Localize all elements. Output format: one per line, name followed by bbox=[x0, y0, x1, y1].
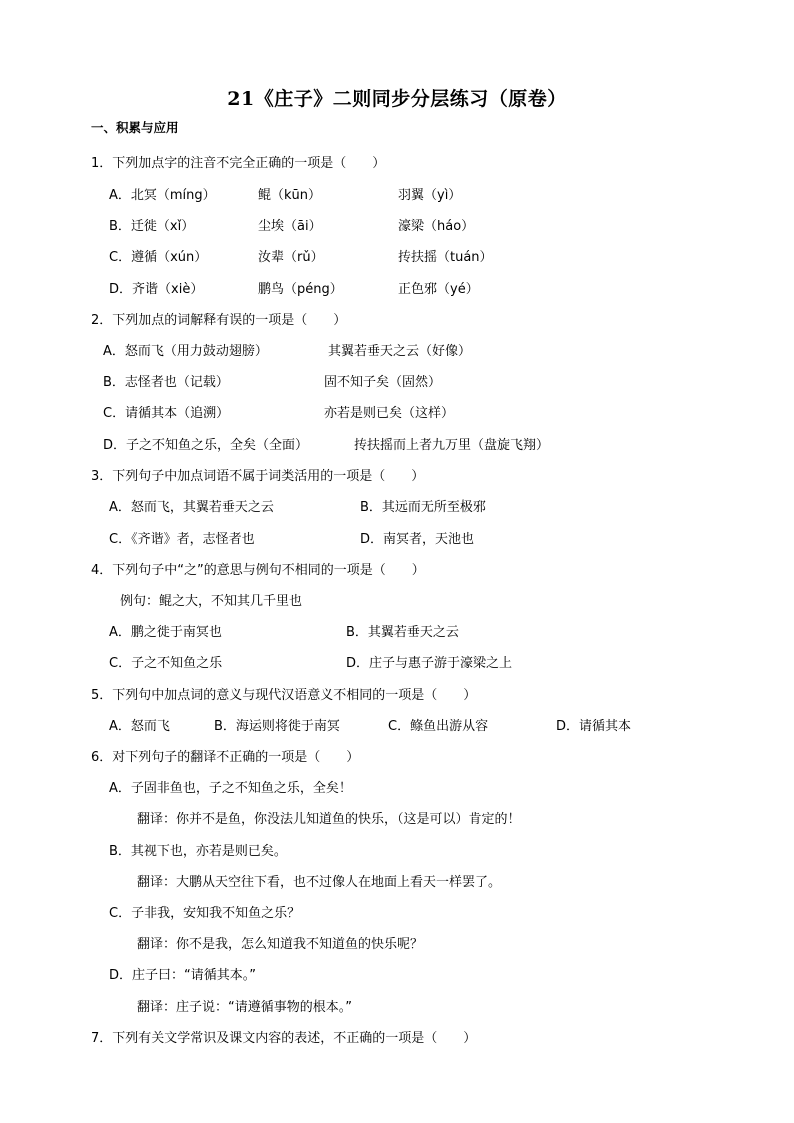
q1-option-c: C．遵循（xún） bbox=[109, 250, 208, 265]
q6-option-d: D．庄子曰：“请循其本。” bbox=[109, 968, 256, 983]
question-4-stem: 4．下列句子中“之”的意思与例句不相同的一项是（ ） bbox=[91, 563, 425, 578]
question-6-stem: 6．对下列句子的翻译不正确的一项是（ ） bbox=[91, 750, 360, 765]
q6-option-a-translation: 翻译：你并不是鱼，你没法儿知道鱼的快乐，（这是可以）肯定的！ bbox=[137, 812, 521, 827]
q2-option-b: B．志怪者也（记载） bbox=[103, 375, 229, 390]
q5-option-c: C．鲦鱼出游从容 bbox=[388, 719, 489, 734]
q6-option-d-translation: 翻译：庄子说：“请遵循事物的根本。” bbox=[137, 1000, 352, 1015]
q4-option-c: C．子之不知鱼之乐 bbox=[109, 656, 223, 671]
q4-option-b: B．其翼若垂天之云 bbox=[346, 625, 459, 640]
q2-option-c-2: 亦若是则已矣（这样） bbox=[324, 406, 455, 421]
question-2-stem: 2．下列加点的词解释有误的一项是（ ） bbox=[91, 313, 347, 328]
question-1-stem: 1．下列加点字的注音不完全正确的一项是（ ） bbox=[91, 156, 386, 171]
q3-option-b: B．其远而无所至极邪 bbox=[360, 500, 486, 515]
q6-option-c: C．子非我，安知我不知鱼之乐？ bbox=[109, 906, 301, 921]
q1-option-d-3: 正色邪（yé） bbox=[398, 282, 479, 297]
q1-option-c-2: 汝辈（rǔ） bbox=[258, 250, 324, 265]
q1-option-b-2: 尘埃（āi） bbox=[258, 219, 322, 234]
q1-option-d: D．齐谐（xiè） bbox=[109, 282, 204, 297]
q4-example: 例句：鲲之大，不知其几千里也 bbox=[120, 594, 303, 609]
question-7-stem: 7．下列有关文学常识及课文内容的表述，不正确的一项是（ ） bbox=[91, 1031, 477, 1046]
q1-option-b: B．迁徙（xǐ） bbox=[109, 219, 195, 234]
q1-option-a: A．北冥（míng） bbox=[109, 188, 216, 203]
q6-option-a: A．子固非鱼也，子之不知鱼之乐，全矣！ bbox=[109, 781, 352, 796]
q1-option-a-2: 鲲（kūn） bbox=[258, 188, 322, 203]
page-title: 21《庄子》二则同步分层练习（原卷） bbox=[227, 88, 567, 110]
q3-option-d: D．南冥者，天池也 bbox=[360, 532, 475, 547]
q5-option-b: B．海运则将徙于南冥 bbox=[214, 719, 340, 734]
question-5-stem: 5．下列句中加点词的意义与现代汉语意义不相同的一项是（ ） bbox=[91, 688, 477, 703]
q2-option-d-2: 抟扶摇而上者九万里（盘旋飞翔） bbox=[354, 438, 550, 453]
q1-option-b-3: 濠梁（háo） bbox=[398, 219, 475, 234]
q6-option-b-translation: 翻译：大鹏从天空往下看，也不过像人在地面上看天一样罢了。 bbox=[137, 875, 502, 890]
question-3-stem: 3．下列句子中加点词语不属于词类活用的一项是（ ） bbox=[91, 469, 425, 484]
q1-option-a-3: 羽翼（yì） bbox=[398, 188, 462, 203]
q2-option-a-2: 其翼若垂天之云（好像） bbox=[328, 344, 472, 359]
q3-option-a: A．怒而飞，其翼若垂天之云 bbox=[109, 500, 274, 515]
q5-option-a: A．怒而飞 bbox=[109, 719, 170, 734]
q1-option-d-2: 鹏鸟（péng） bbox=[258, 282, 343, 297]
q3-option-c: C．《齐谐》者，志怪者也 bbox=[109, 532, 255, 547]
q2-option-c: C．请循其本（追溯） bbox=[103, 406, 230, 421]
section-heading: 一、积累与应用 bbox=[91, 120, 179, 135]
q2-option-d: D．子之不知鱼之乐，全矣（全面） bbox=[103, 438, 309, 453]
q2-option-a: A．怒而飞（用力鼓动翅膀） bbox=[103, 344, 268, 359]
q4-option-d: D．庄子与惠子游于濠梁之上 bbox=[346, 656, 513, 671]
q4-option-a: A．鹏之徙于南冥也 bbox=[109, 625, 222, 640]
q6-option-b: B．其视下也，亦若是则已矣。 bbox=[109, 844, 287, 859]
q2-option-b-2: 固不知子矣（固然） bbox=[324, 375, 442, 390]
q5-option-d: D．请循其本 bbox=[556, 719, 632, 734]
q6-option-c-translation: 翻译：你不是我，怎么知道我不知道鱼的快乐呢？ bbox=[137, 937, 424, 952]
q1-option-c-3: 抟扶摇（tuán） bbox=[398, 250, 493, 265]
